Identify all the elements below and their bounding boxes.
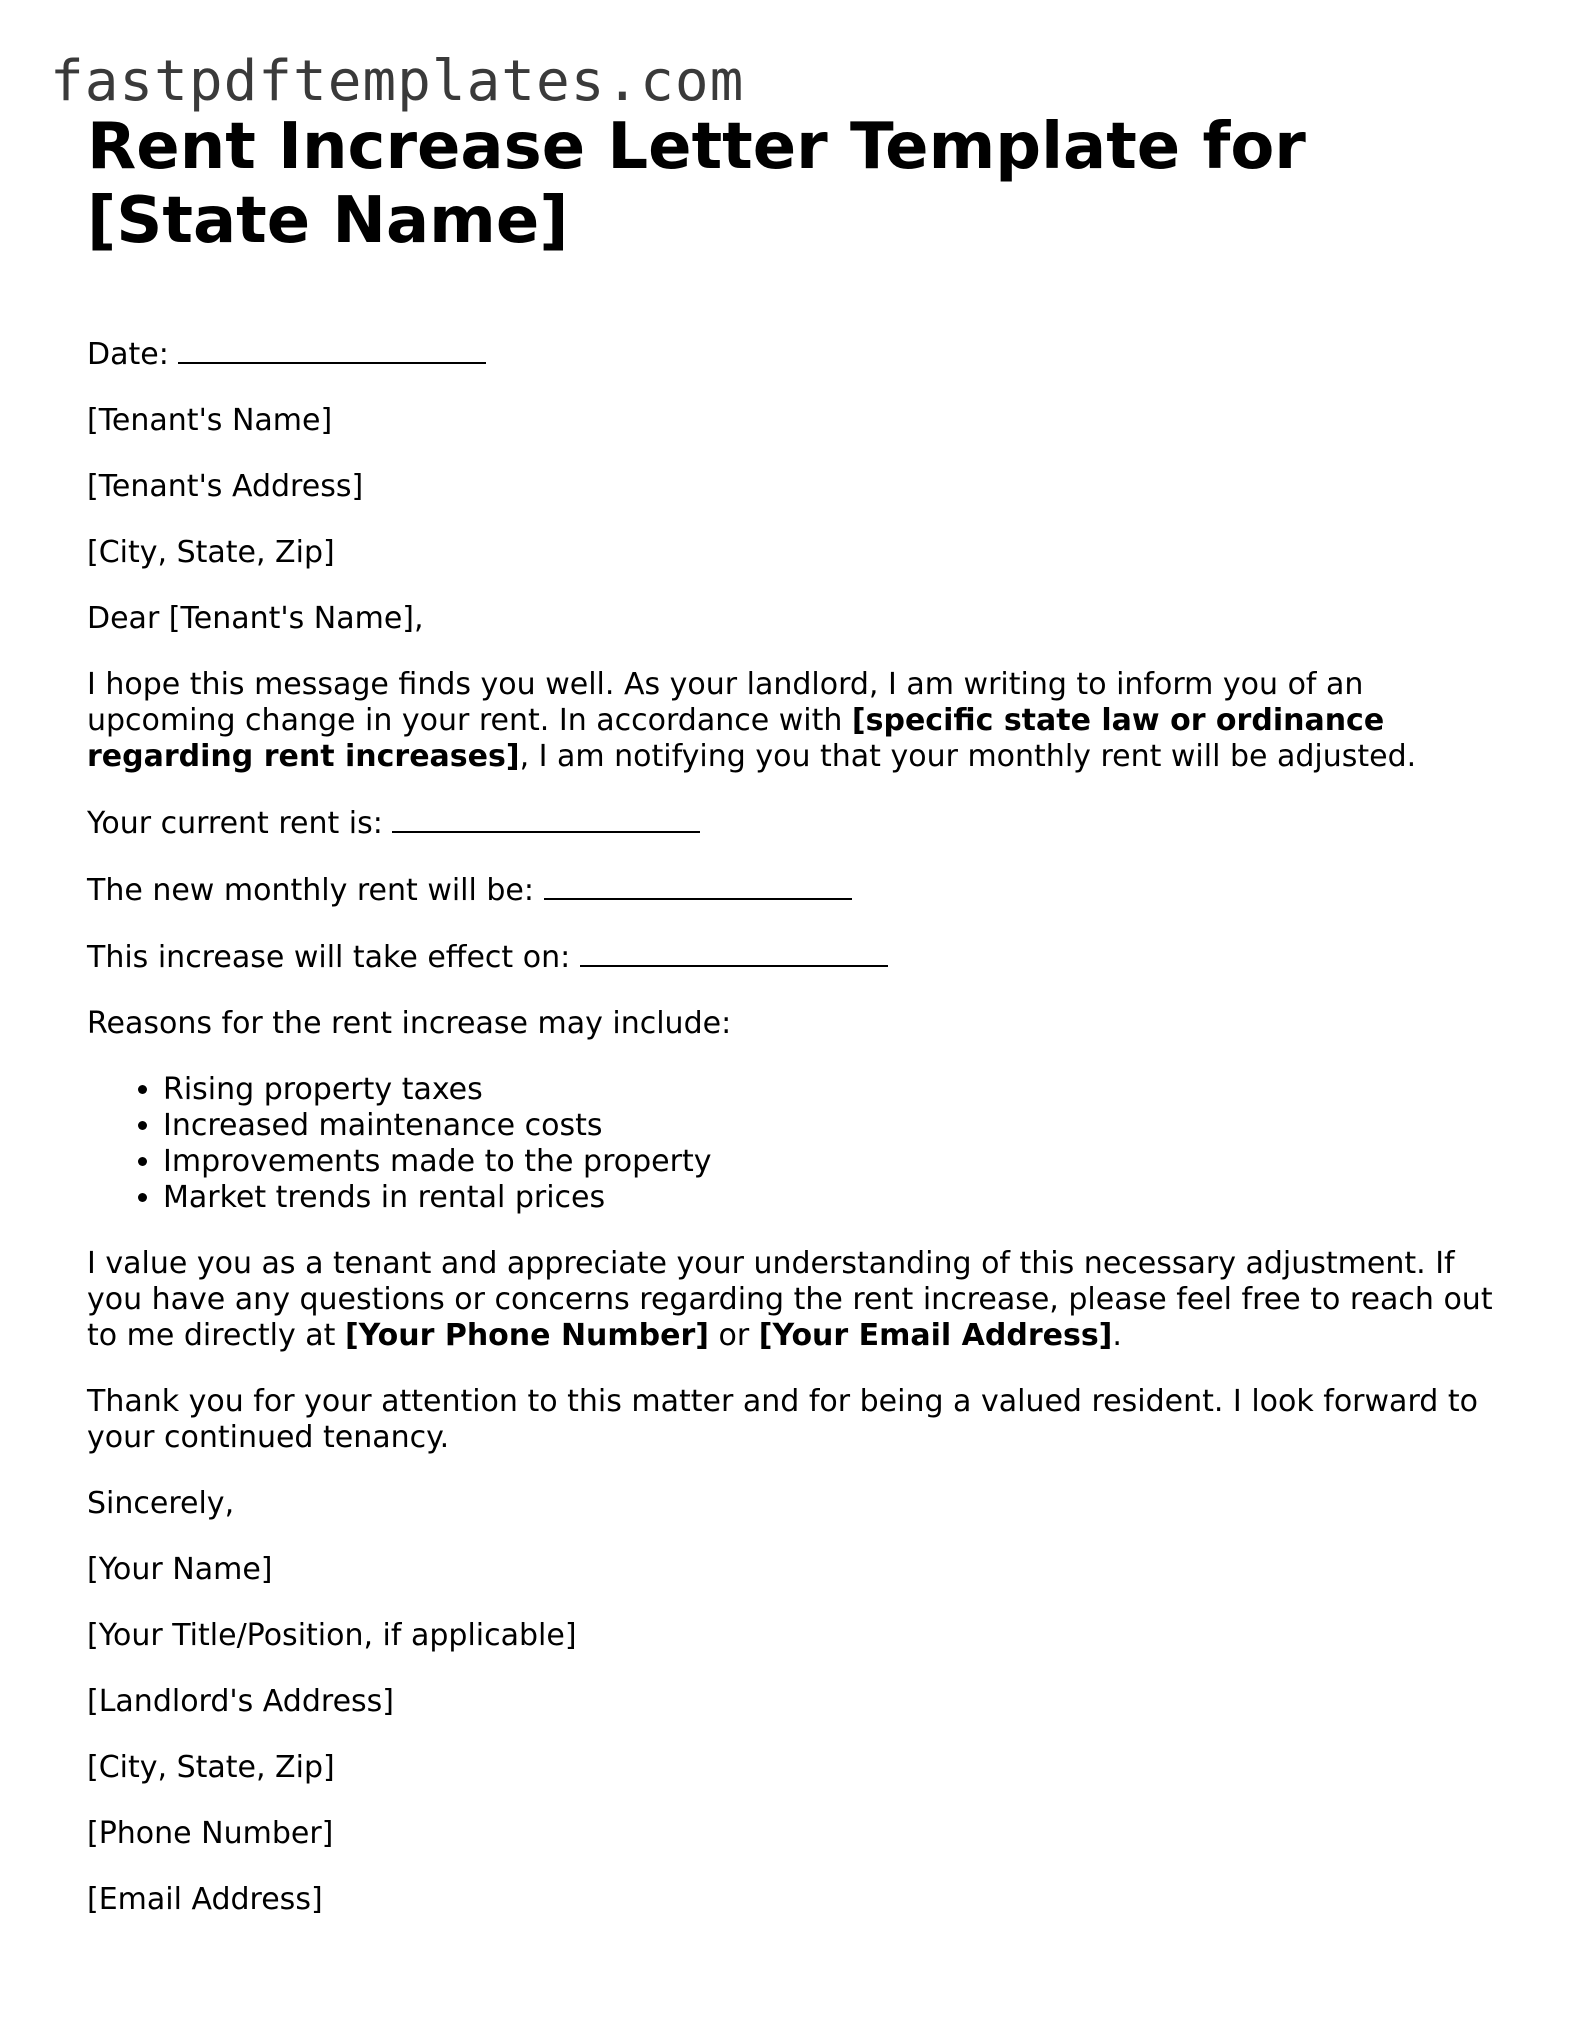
current-rent-blank[interactable] — [392, 805, 700, 833]
new-rent-label: The new monthly rent will be: — [87, 873, 534, 908]
list-item: • Increased maintenance costs — [163, 1108, 1507, 1144]
value-text: I value you as a tenant and appreciate your understanding of this necessary adjustment. If you have any questions or concerns regarding the rent increase, please feel free to reach out to me directly at — [87, 1246, 1493, 1353]
date-blank[interactable] — [178, 336, 486, 364]
date-label: Date: — [87, 337, 169, 372]
greeting: Dear [Tenant's Name], — [87, 601, 424, 636]
list-item: • Improvements made to the property — [163, 1144, 1507, 1180]
value-or: or — [709, 1318, 759, 1353]
current-rent-line — [87, 805, 1507, 842]
page-title: Rent Increase Letter Template for [State Name] — [87, 110, 1306, 258]
new-rent-line — [87, 872, 1507, 909]
date-line — [87, 336, 1507, 373]
value-email: [Your Email Address] — [758, 1318, 1113, 1353]
watermark: fastpdftemplates.com — [50, 49, 745, 114]
signature-address: [Landlord's Address] — [87, 1684, 394, 1719]
new-rent-blank[interactable] — [544, 872, 852, 900]
effective-date-label: This increase will take effect on: — [87, 940, 571, 975]
reasons-list — [87, 1072, 1507, 1216]
tenant-address: [Tenant's Address] — [87, 469, 364, 504]
reasons-intro: Reasons for the rent increase may include: — [87, 1006, 732, 1041]
value-paragraph — [87, 1246, 1507, 1354]
intro-text-2: , I am notifying you that your monthly rent will be adjusted. — [519, 739, 1417, 774]
closing: Sincerely, — [87, 1486, 235, 1521]
signature-phone: [Phone Number] — [87, 1816, 334, 1851]
value-end: . — [1112, 1318, 1122, 1353]
list-item: • Rising property taxes — [163, 1072, 1507, 1108]
intro-text-1: I hope this message finds you well. As your landlord, I am writing to inform you of an upcoming change in your rent. In accordance with — [87, 667, 1364, 738]
thanks-paragraph: Thank you for your attention to this matter and for being a valued resident. I look forward to your continued tenancy. — [87, 1384, 1478, 1455]
signature-name: [Your Name] — [87, 1552, 273, 1587]
effective-date-line — [87, 939, 1507, 976]
tenant-city: [City, State, Zip] — [87, 535, 335, 570]
value-phone: [Your Phone Number] — [344, 1318, 709, 1353]
signature-email: [Email Address] — [87, 1882, 323, 1917]
list-item: • Market trends in rental prices — [163, 1180, 1507, 1216]
signature-title: [Your Title/Position, if applicable] — [87, 1618, 577, 1653]
tenant-name: [Tenant's Name] — [87, 403, 333, 438]
current-rent-label: Your current rent is: — [87, 806, 383, 841]
intro-law-reference: [specific state law or ordinance regarding rent increases] — [87, 703, 1385, 774]
effective-date-blank[interactable] — [580, 939, 888, 967]
signature-city: [City, State, Zip] — [87, 1750, 335, 1785]
intro-paragraph — [87, 667, 1507, 775]
letter-page — [87, 110, 1507, 1948]
